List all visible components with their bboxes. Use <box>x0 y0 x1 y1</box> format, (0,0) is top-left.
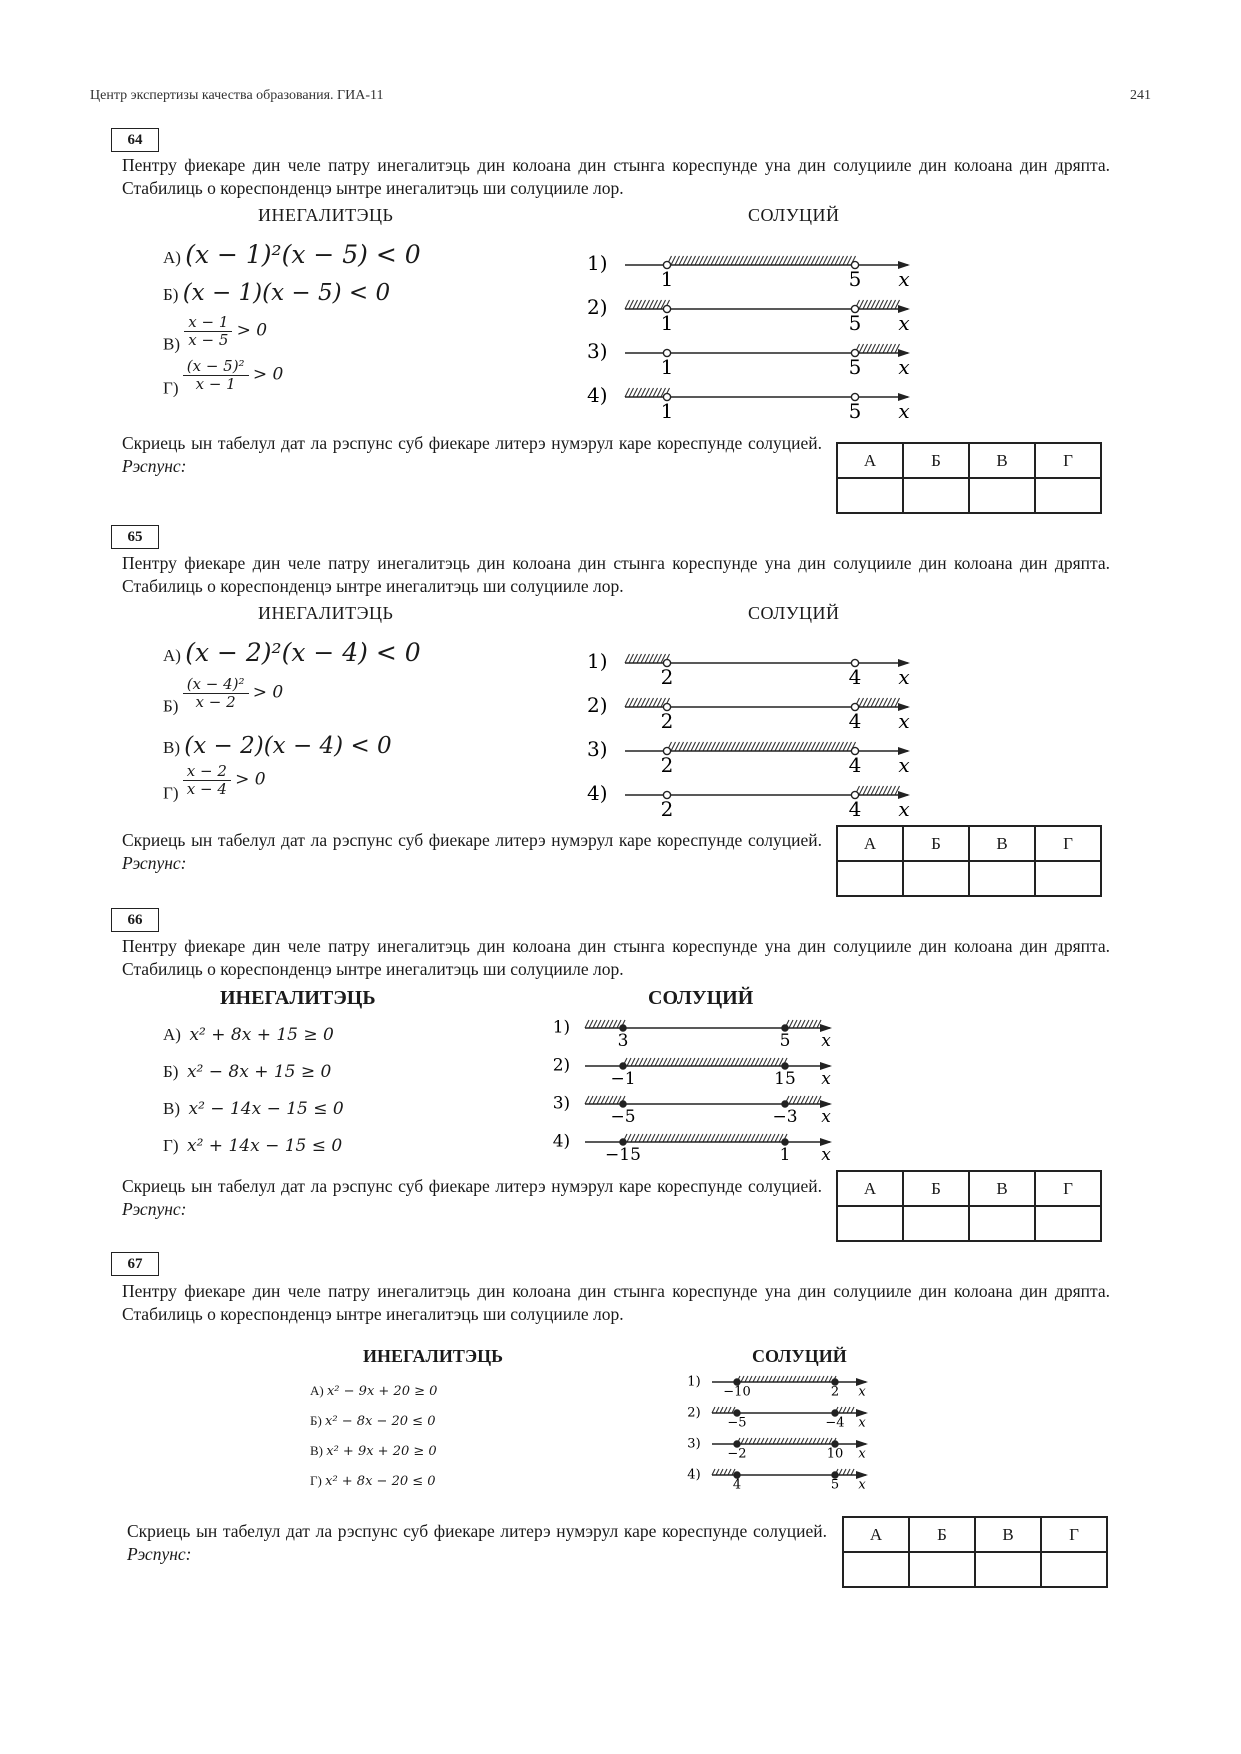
point-label: −3 <box>772 1106 798 1127</box>
problem-intro: Пентру фиекаре дин челе патру инегалитэць дин колоана дин стынга кореспунде уна дин солуцииле дин колоана дин дряпта. Стабилиць о кореспонденцэ ынтре инегалитэць ши солуцииле лор. <box>122 553 1110 596</box>
solution-label: 2) <box>687 1405 701 1421</box>
solution-label: 3) <box>687 1436 701 1452</box>
point-label: 5 <box>848 355 862 379</box>
variable-label: x <box>821 1106 831 1127</box>
answer-instruction: Скриець ын табелул дат ла рэспунс суб фиекаре литерэ нумэрул каре кореспунде солуцией. Рэспунс: <box>122 433 822 476</box>
variable-label: x <box>898 665 910 689</box>
column-header-solutions: СОЛУЦИЙ <box>648 987 754 1009</box>
answer-header: В <box>969 826 1035 861</box>
variable-label: x <box>858 1384 866 1400</box>
column-header-inequalities: ИНЕГАЛИТЭЦЬ <box>220 987 376 1009</box>
point-label: 4 <box>848 665 862 689</box>
number-line-3 <box>687 1436 868 1461</box>
point-label: −5 <box>727 1415 747 1431</box>
point-label: 2 <box>660 797 674 821</box>
column-header-inequalities: ИНЕГАЛИТЭЦЬ <box>363 1346 504 1366</box>
inequality-d: Г) $\frac{\text{(x − 5)²}}{x - 1}$ > 0 <box>163 357 284 398</box>
shaded-region <box>712 1469 735 1475</box>
point-label: −1 <box>610 1068 636 1089</box>
variable-label: x <box>898 753 910 777</box>
point-label: 1 <box>660 355 674 379</box>
running-header: Центр экспертизы качества образования. ГИА-11 <box>90 88 384 103</box>
point-label: 1 <box>660 311 674 335</box>
solution-label: 3) <box>552 1093 571 1114</box>
shaded-region <box>737 1376 836 1382</box>
solution-label: 1) <box>687 1374 701 1390</box>
point-label: 2 <box>830 1384 840 1400</box>
answer-instruction: Скриець ын табелул дат ла рэспунс суб фиекаре литерэ нумэрул каре кореспунде солуцией. Рэспунс: <box>127 1521 827 1564</box>
variable-label: x <box>898 797 910 821</box>
answer-header: Г <box>1035 1171 1101 1206</box>
answer-cell-c[interactable] <box>975 1552 1041 1587</box>
column-header-inequalities: ИНЕГАЛИТЭЦЬ <box>258 205 394 225</box>
solution-label: 1) <box>587 649 608 673</box>
point-label: 5 <box>830 1477 840 1493</box>
column-header-inequalities: ИНЕГАЛИТЭЦЬ <box>258 603 394 623</box>
column-header-solutions: СОЛУЦИЙ <box>748 205 840 225</box>
fraction: $\frac{x - 1}{x - 5}$ <box>184 314 232 349</box>
fraction: $\frac{\text{(x − 5)²}}{x - 1}$ <box>183 358 249 393</box>
point-label: 3 <box>617 1030 629 1051</box>
point-label: 4 <box>848 797 862 821</box>
inequality-a: А) x² − 9x + 20 ≥ 0 <box>310 1383 438 1399</box>
answer-header: В <box>975 1517 1041 1552</box>
variable-label: x <box>821 1144 831 1165</box>
inequality-b: Б) (x − 1)(x − 5) < 0 <box>163 280 391 306</box>
solution-label: 1) <box>587 251 608 275</box>
shaded-region <box>737 1438 836 1444</box>
answer-table <box>842 1516 1108 1588</box>
inequality-d: Г) $\frac{x - 2}{x - 4}$ > 0 <box>163 762 266 803</box>
point-label: 15 <box>774 1068 796 1089</box>
column-header-solutions: СОЛУЦИЙ <box>748 603 840 623</box>
problem-intro: Пентру фиекаре дин челе патру инегалитэць дин колоана дин стынга кореспунде уна дин солуцииле дин колоана дин дряпта. Стабилиць о кореспонденцэ ынтре инегалитэць ши солуцииле лор. <box>122 155 1110 198</box>
variable-label: x <box>858 1415 866 1431</box>
solution-label: 4) <box>552 1131 571 1152</box>
answer-header: А <box>837 1171 903 1206</box>
shaded-region <box>712 1407 735 1413</box>
problem-number: 64 <box>111 128 159 152</box>
answer-instruction: Скриець ын табелул дат ла рэспунс суб фиекаре литерэ нумэрул каре кореспунде солуцией. Рэспунс: <box>122 830 822 873</box>
answer-header: А <box>837 826 903 861</box>
point-label: −10 <box>723 1384 751 1400</box>
solution-label: 4) <box>587 383 608 407</box>
point-label: 4 <box>732 1477 742 1493</box>
solution-label: 3) <box>587 339 608 363</box>
point-label: −2 <box>727 1446 747 1462</box>
answer-header: Б <box>903 826 969 861</box>
inequality-c: В) (x − 2)(x − 4) < 0 <box>163 733 392 759</box>
problem-number: 66 <box>111 908 159 932</box>
point-label: 5 <box>848 311 862 335</box>
variable-label: x <box>858 1477 866 1493</box>
point-label: 1 <box>660 267 674 291</box>
number-line-4 <box>687 1467 868 1492</box>
inequality-d: Г) x² + 8x − 20 ≤ 0 <box>310 1473 436 1489</box>
answer-header: Г <box>1041 1517 1107 1552</box>
number-line-2 <box>687 1405 868 1430</box>
solution-label: 4) <box>587 781 608 805</box>
column-header-solutions: СОЛУЦИЙ <box>752 1346 847 1366</box>
problem-number: 65 <box>111 525 159 549</box>
answer-header: А <box>843 1517 909 1552</box>
point-label: 2 <box>660 753 674 777</box>
solution-label: 3) <box>587 737 608 761</box>
variable-label: x <box>821 1030 831 1051</box>
inequality-c: В) x² − 14x − 15 ≤ 0 <box>163 1099 344 1119</box>
point-label: −4 <box>825 1415 845 1431</box>
solution-label: 2) <box>587 295 608 319</box>
inequality-a: А) (x − 2)²(x − 4) < 0 <box>163 638 421 667</box>
inequality-d: Г) x² + 14x − 15 ≤ 0 <box>163 1136 343 1156</box>
answer-header: Г <box>1035 443 1101 478</box>
point-label: 1 <box>779 1144 791 1165</box>
point-label: 10 <box>826 1446 844 1462</box>
answer-cell-d[interactable] <box>1041 1552 1107 1587</box>
answer-header: Г <box>1035 826 1101 861</box>
variable-label: x <box>821 1068 831 1089</box>
answer-header: Б <box>909 1517 975 1552</box>
page-number: 241 <box>1130 88 1151 103</box>
fraction: $\frac{\text{(x − 4)²}}{x - 2}$ <box>183 676 249 711</box>
solution-label: 2) <box>587 693 608 717</box>
variable-label: x <box>898 355 910 379</box>
variable-label: x <box>898 311 910 335</box>
fraction: $\frac{x - 2}{x - 4}$ <box>183 763 231 798</box>
number-line-1 <box>687 1374 868 1399</box>
answer-header: В <box>969 1171 1035 1206</box>
inequality-c: В) $\frac{x - 1}{x - 5}$ > 0 <box>163 313 268 354</box>
inequality-c: В) x² + 9x + 20 ≥ 0 <box>310 1443 437 1459</box>
point-label: −5 <box>610 1106 636 1127</box>
point-label: 5 <box>848 399 862 423</box>
solution-label: 4) <box>687 1467 701 1483</box>
answer-cell-b[interactable] <box>909 1552 975 1587</box>
point-label: 2 <box>660 665 674 689</box>
solution-label: 1) <box>552 1017 571 1038</box>
point-label: −15 <box>605 1144 641 1165</box>
solution-label: 2) <box>552 1055 571 1076</box>
point-label: 2 <box>660 709 674 733</box>
inequality-a: А) (x − 1)²(x − 5) < 0 <box>163 240 421 269</box>
answer-header: А <box>837 443 903 478</box>
point-label: 4 <box>848 709 862 733</box>
variable-label: x <box>898 399 910 423</box>
answer-header: В <box>969 443 1035 478</box>
inequality-b: Б) x² − 8x + 15 ≥ 0 <box>163 1062 332 1082</box>
inequality-b: Б) x² − 8x − 20 ≤ 0 <box>310 1413 436 1429</box>
point-label: 5 <box>779 1030 791 1051</box>
variable-label: x <box>898 267 910 291</box>
variable-label: x <box>898 709 910 733</box>
inequality-a: А) x² + 8x + 15 ≥ 0 <box>163 1025 334 1045</box>
point-label: 4 <box>848 753 862 777</box>
problem-number: 67 <box>111 1252 159 1276</box>
point-label: 5 <box>848 267 862 291</box>
answer-header: Б <box>903 1171 969 1206</box>
answer-instruction: Скриець ын табелул дат ла рэспунс суб фиекаре литерэ нумэрул каре кореспунде солуцией. Рэспунс: <box>122 1176 822 1219</box>
answer-header: Б <box>903 443 969 478</box>
problem-intro: Пентру фиекаре дин челе патру инегалитэць дин колоана дин стынга кореспунде уна дин солуцииле дин колоана дин дряпта. Стабилиць о кореспонденцэ ынтре инегалитэць ши солуцииле лор. <box>122 936 1110 979</box>
point-label: 1 <box>660 399 674 423</box>
problem-intro: Пентру фиекаре дин челе патру инегалитэць дин колоана дин стынга кореспунде уна дин солуцииле дин колоана дин дряпта. Стабилиць о кореспонденцэ ынтре инегалитэць ши солуцииле лор. <box>122 1281 1110 1324</box>
answer-cell-a[interactable] <box>843 1552 909 1587</box>
inequality-b: Б) $\frac{\text{(x − 4)²}}{x - 2}$ > 0 <box>163 675 284 716</box>
variable-label: x <box>858 1446 866 1462</box>
